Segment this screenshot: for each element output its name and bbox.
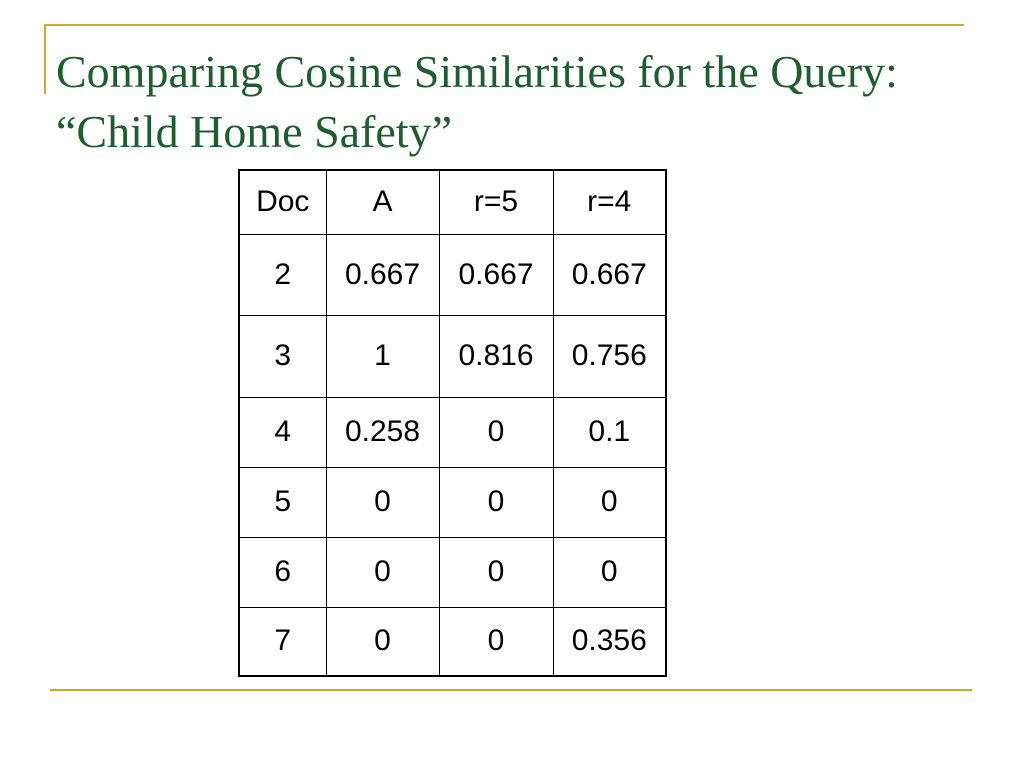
- table-cell: 1: [326, 315, 439, 397]
- table-row: [239, 397, 666, 467]
- slide-title: [56, 42, 1006, 162]
- bottom-decorative-rule: [50, 689, 972, 691]
- table-cell: 3: [239, 315, 326, 397]
- cosine-similarity-table: [238, 169, 667, 677]
- table-cell: 4: [239, 397, 326, 467]
- slide-title-line-2: “Child Home Safety”: [56, 106, 453, 157]
- header-r5: r=5: [439, 170, 553, 234]
- table-cell: 0: [553, 537, 666, 607]
- table-row: [239, 537, 666, 607]
- table-cell: 0: [439, 607, 553, 676]
- table-row: [239, 607, 666, 676]
- slide-title-line-1: Comparing Cosine Similarities for the Query:: [56, 46, 898, 97]
- table-cell: 5: [239, 467, 326, 537]
- table-cell: 0.667: [439, 234, 553, 315]
- table-cell: 0.756: [553, 315, 666, 397]
- table-cell: 0.667: [553, 234, 666, 315]
- table-cell: 0.816: [439, 315, 553, 397]
- table-cell: 0: [439, 467, 553, 537]
- table-cell: 7: [239, 607, 326, 676]
- table-cell: 6: [239, 537, 326, 607]
- table-row: [239, 234, 666, 315]
- table-cell: 0: [326, 467, 439, 537]
- header-a: A: [326, 170, 439, 234]
- table-cell: 0.356: [553, 607, 666, 676]
- table-cell: 0.258: [326, 397, 439, 467]
- table-cell: 0: [439, 537, 553, 607]
- table-cell: 0.1: [553, 397, 666, 467]
- top-decorative-rule: [44, 24, 964, 26]
- table-header-row: [239, 170, 666, 234]
- table-cell: 0: [553, 467, 666, 537]
- table-row: [239, 467, 666, 537]
- left-decorative-rule: [44, 24, 46, 94]
- table-row: [239, 315, 666, 397]
- table-cell: 0: [439, 397, 553, 467]
- table-cell: 2: [239, 234, 326, 315]
- table-cell: 0.667: [326, 234, 439, 315]
- table-cell: 0: [326, 537, 439, 607]
- table-cell: 0: [326, 607, 439, 676]
- header-doc: Doc: [239, 170, 326, 234]
- header-r4: r=4: [553, 170, 666, 234]
